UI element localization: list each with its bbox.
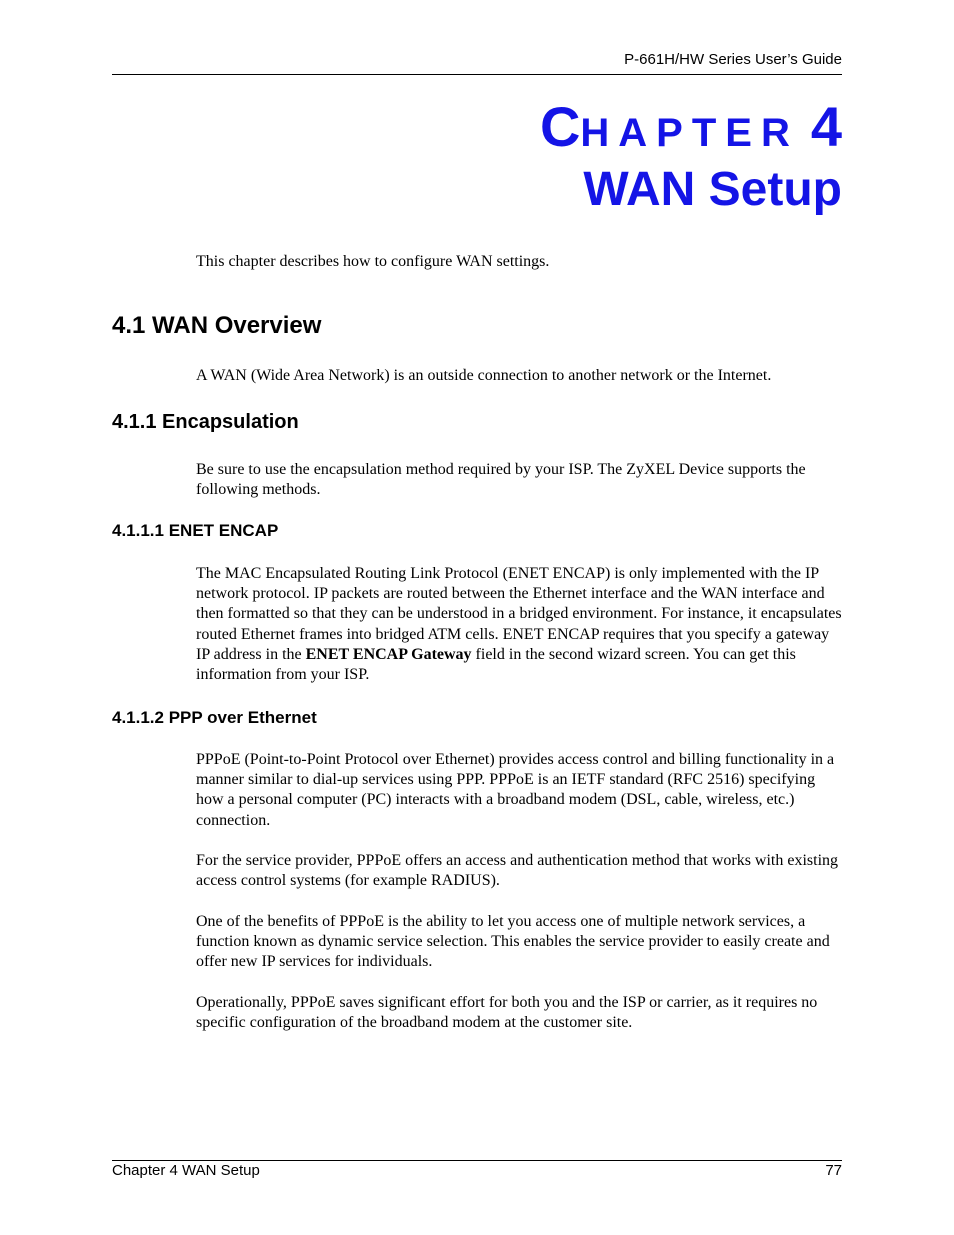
section-heading-4-1-1-1: 4.1.1.1 ENET ENCAP (112, 521, 279, 540)
section-heading-4-1: 4.1 WAN Overview (112, 312, 322, 339)
enet-text-after: field in the second wizard screen. You can get this information from your ISP. (196, 645, 796, 684)
header-rule (112, 74, 842, 75)
pppoe-paragraph-4: Operationally, PPPoE saves significant effort for both you and the ISP or carrier, as it requires no specific configuration of the broadband modem at the customer site. (196, 994, 818, 1032)
enet-gateway-field-name: ENET ENCAP Gateway (305, 645, 472, 663)
chapter-label (539, 95, 842, 158)
section-4-1-1-1-paragraph (196, 564, 842, 685)
section-4-1-1-paragraph: Be sure to use the encapsulation method required by your ISP. The ZyXEL Device supports the following methods. (196, 461, 806, 499)
running-header: P-661H/HW Series User’s Guide (624, 51, 842, 68)
chapter-number: 4 (810, 95, 842, 158)
chapter-title: WAN Setup (583, 163, 842, 216)
footer-chapter-label: Chapter 4 WAN Setup (112, 1162, 260, 1179)
page-number: 77 (825, 1162, 842, 1179)
section-heading-4-1-1: 4.1.1 Encapsulation (112, 411, 299, 433)
pppoe-paragraph-1: PPPoE (Point-to-Point Protocol over Ethernet) provides access control and billing functionality in a manner similar to dial-up services using PPP. PPPoE is an IETF standard (RFC 2516) specifying how a personal computer (PC) interacts with a broadband modem (DSL, cable, wireless, etc.) connection. (196, 751, 835, 829)
footer-rule (112, 1160, 842, 1161)
section-heading-4-1-1-2: 4.1.1.2 PPP over Ethernet (112, 708, 317, 727)
chapter-label-rest: HAPTER (580, 111, 799, 155)
enet-text-before: The MAC Encapsulated Routing Link Protocol (ENET ENCAP) is only implemented with the IP network protocol. IP packets are routed between the Ethernet interface and the WAN interface and then formatted so that they can be understood in a bridged environment. For instance, it encapsulates routed Ethernet frames into bridged ATM cells. ENET ENCAP requires that you specify a gateway IP address in the (196, 565, 842, 663)
chapter-label-initial: C (539, 95, 581, 158)
intro-paragraph: This chapter describes how to configure WAN settings. (196, 253, 550, 270)
pppoe-paragraph-2: For the service provider, PPPoE offers an access and authentication method that works with existing access control systems (for example RADIUS). (196, 852, 839, 890)
pppoe-paragraph-3: One of the benefits of PPPoE is the ability to let you access one of multiple network services, a function known as dynamic service selection. This enables the service provider to easily create and offer new IP services for individuals. (196, 913, 830, 971)
section-4-1-paragraph: A WAN (Wide Area Network) is an outside connection to another network or the Internet. (196, 367, 772, 384)
